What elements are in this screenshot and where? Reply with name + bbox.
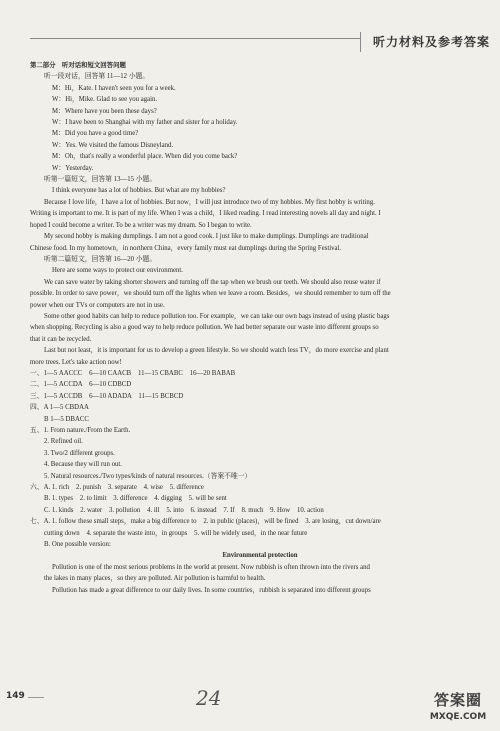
text-line: Last but not least，it is important for us to develop a green lifestyle. So we should watch less TV，do more exercise and plant (44, 347, 389, 355)
text-line: W：Yes. We visited the famous Disneyland. (52, 141, 174, 149)
text-line: that it can be recycled. (30, 335, 92, 343)
text-line: B 1—5 DBACC (44, 415, 89, 423)
text-line: Chinese food. In my hometown，in northern China，every family must eat dumplings during the Spring Festival. (30, 244, 342, 252)
text-line: M：Oh，that's really a wonderful place. When did you come back? (52, 153, 238, 161)
page-number-rule (28, 697, 44, 698)
text-line: 4. Because they will run out. (44, 461, 122, 469)
text-line: I think everyone has a lot of hobbies. But what are my hobbies? (52, 187, 226, 195)
section-header-title: 听力材料及参考答案 (360, 32, 500, 52)
text-line: Environmental protection (222, 552, 298, 560)
text-line: 听一段对话，回答第 11—12 小题。 (44, 73, 150, 81)
text-line: W：I have been to Shanghai with my father and sister for a holiday. (52, 119, 238, 127)
text-line: 听第一篇短文，回答第 13—15 小题。 (44, 176, 157, 184)
text-line: C. 1. kinds 2. water 3. pollution 4. ill 5. into 6. instead 7. If 8. much 9. How 10. action (44, 506, 324, 514)
text-line: 四、A 1—5 CBDAA (30, 404, 89, 412)
watermark-bottom-text: MXQE.COM (429, 712, 487, 722)
text-line: 三、1—5 ACCDB 6—10 ADADA 11—15 BCBCD (30, 392, 184, 400)
text-line: We can save water by taking shorter showers and turning off the tap when we brush our teeth. We should also reuse water if (44, 278, 381, 286)
watermark-logo (420, 689, 496, 729)
text-line: when shopping. Recycling is also a good way to help reduce pollution. We had better separate our waste into different groups so (30, 324, 379, 332)
handwritten-note: 24 (196, 686, 222, 710)
text-line: B. 1. types 2. to limit 3. difference 4. digging 5. will be sent (44, 495, 227, 503)
text-line: power when our TVs or computers are not in use. (30, 301, 165, 309)
text-line: 五、1. From nature./From the Earth. (30, 427, 131, 434)
text-line: M：Hi，Kate. I haven't seen you for a week. (52, 84, 176, 92)
text-line: 3. Two/2 different groups. (44, 449, 115, 457)
text-line: possible. In order to save power，we should turn off the lights when we leave a room. Besides，we should remember to turn off the (30, 290, 391, 298)
text-line: M：Did you have a good time? (52, 130, 139, 138)
text-line: 二、1—5 ACCDA 6—10 CDBCD (30, 381, 132, 389)
text-line: W：Yesterday. (52, 164, 94, 172)
text-line: Writing is important to me. It is part of my life. When I was a child，I liked reading. I read interesting novels all day and night. I (30, 210, 381, 218)
text-line: the lakes in many places，so they are polluted. Air pollution is harmful to health. (44, 575, 266, 583)
text-line: hoped I could become a writer. To be a writer was my dream. So I began to write. (30, 221, 252, 229)
text-line: My second hobby is making dumplings. I am not a good cook. I just like to make dumplings. Dumplings are traditional (44, 233, 369, 241)
text-line: B. One possible version: (44, 541, 111, 549)
text-line: Pollution is one of the most serious problems in the world at present. Now rubbish is often thrown into the rivers and (52, 563, 370, 571)
text-line: M：Where have you been these days? (52, 107, 157, 115)
text-line: 六、A. 1. rich 2. punish 3. separate 4. wise 5. difference (30, 484, 204, 492)
text-line: Because I love life，I have a lot of hobbies. But now，I will just introduce two of my hobbies. My first hobby is writing. (44, 198, 375, 206)
text-line: Pollution has made a great difference to our daily lives. In some countries，rubbish is separated into different groups (52, 586, 371, 594)
text-line: 七、A. 1. follow these small steps，make a big difference to 2. in public (places)，will be fined 3. are losing，cut down/are (30, 518, 381, 526)
answer-content (30, 60, 490, 596)
watermark-top-text: 答案圈 (433, 691, 482, 709)
text-line: 第二部分 听对话和短文回答问题 (30, 61, 126, 69)
text-line: Here are some ways to protect our environment. (52, 267, 183, 275)
text-line: more trees. Let's take action now! (30, 358, 122, 366)
text-line: W：Hi，Mike. Glad to see you again. (52, 96, 158, 104)
text-line: 听第二篇短文，回答第 16—20 小题。 (44, 255, 157, 263)
page-number: 149 (6, 691, 25, 701)
text-line: 一、1—5 AACCC 6—10 CAACB 11—15 CBABC 16—20 BABAB (30, 369, 236, 377)
text-line: cutting down 4. separate the waste into，in groups 5. will be widely used，in the near future (44, 529, 308, 537)
text-line: 2. Refined oil. (44, 438, 83, 446)
text-line: Some other good habits can help to reduce pollution too. For example，we can take our own bags instead of using plastic bags (44, 312, 390, 320)
text-line: 5. Natural resources./Two types/kinds of natural resources.（答案不唯一） (44, 472, 252, 480)
